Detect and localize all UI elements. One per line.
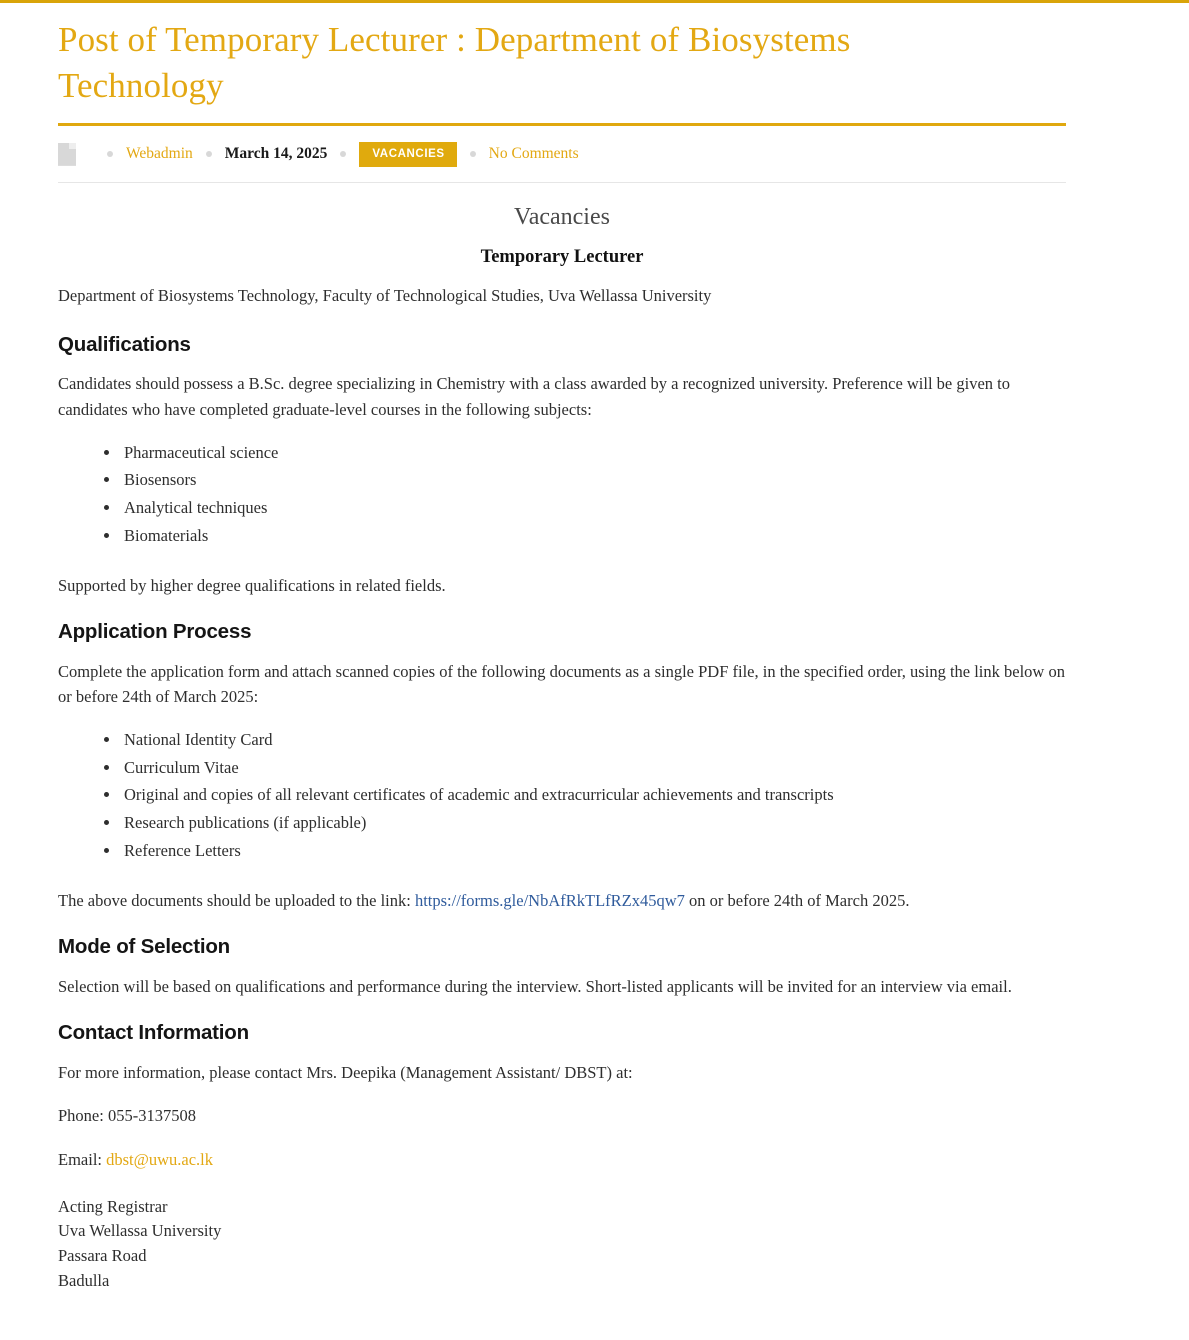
qualifications-heading: Qualifications: [58, 332, 191, 356]
signature-line: Acting Registrar: [58, 1196, 168, 1216]
application-documents-list: [58, 728, 1066, 864]
application-process-intro: Complete the application form and attach scanned copies of the following documents as a single PDF file, in the specified order, using the link below on or before 24th of March 2025:: [58, 661, 1065, 707]
email-label: Email:: [58, 1150, 107, 1170]
post-content: [0, 3, 1066, 1340]
contact-intro: For more information, please contact Mrs. Deepika (Management Assistant/ DBST) at:: [58, 1062, 633, 1082]
phone-value: 055-3137508: [107, 1106, 196, 1126]
list-item: • Curriculum Vitae: [121, 756, 1066, 781]
qualifications-subject-list: [58, 441, 1066, 549]
mode-of-selection-text: Selection will be based on qualifications and performance during the interview. Short-listed applicants will be invited for an interview via email.: [58, 976, 1012, 996]
application-process-heading: Application Process: [58, 620, 252, 644]
meta-separator-dot: [206, 151, 212, 157]
upload-link-line: [58, 888, 1066, 914]
contact-email-line: [58, 1147, 1066, 1173]
meta-divider: [58, 182, 1066, 183]
list-item: • Research publications (if applicable): [121, 811, 1066, 836]
list-item: • Reference Letters: [121, 839, 1066, 864]
entry-meta: [58, 126, 1066, 182]
position-heading: Temporary Lecturer: [480, 247, 644, 268]
comments-link[interactable]: No Comments: [488, 145, 579, 163]
upload-link-prefix: The above documents should be uploaded to the link:: [58, 890, 415, 910]
page-title: Post of Temporary Lecturer : Department of Biosystems Technology: [58, 20, 851, 106]
contact-information-heading: Contact Information: [58, 1021, 249, 1045]
upload-link-suffix: on or before 24th of March 2025.: [684, 890, 910, 910]
category-badge-vacancies[interactable]: VACANCIES: [359, 142, 456, 167]
post-body: [58, 203, 1066, 1339]
email-link[interactable]: dbst@uwu.ac.lk: [106, 1150, 213, 1170]
post-author-link[interactable]: Webadmin: [126, 145, 193, 163]
list-item: • Analytical techniques: [121, 496, 1066, 521]
document-icon: [58, 143, 76, 166]
bottom-spacer: [58, 1294, 1066, 1340]
list-item: • Biomaterials: [121, 524, 1066, 549]
signature-line: Badulla: [58, 1270, 110, 1290]
list-item: • National Identity Card: [121, 728, 1066, 753]
meta-separator-dot: [107, 151, 113, 157]
qualifications-intro: Candidates should possess a B.Sc. degree specializing in Chemistry with a class awarded by a recognized university. Preference will be given to candidates who have completed graduate-level courses in the following subjects:: [58, 374, 1010, 420]
department-line: Department of Biosystems Technology, Faculty of Technological Studies, Uva Wellassa University: [58, 286, 712, 306]
meta-separator-dot: [470, 151, 476, 157]
qualifications-note: Supported by higher degree qualifications in related fields.: [58, 575, 446, 595]
signature-line: Uva Wellassa University: [58, 1221, 222, 1241]
meta-separator-dot: [340, 151, 346, 157]
application-form-link[interactable]: https://forms.gle/NbAfRkTLfRZx45qw7: [414, 890, 685, 910]
vacancies-heading: Vacancies: [514, 204, 610, 231]
list-item: • Pharmaceutical science: [121, 441, 1066, 466]
list-item: • Original and copies of all relevant certificates of academic and extracurricular achievements and transcripts: [121, 783, 1066, 808]
mode-of-selection-heading: Mode of Selection: [58, 935, 231, 959]
signature-line: Passara Road: [58, 1246, 147, 1266]
phone-label: Phone:: [58, 1106, 108, 1126]
contact-phone-line: [58, 1103, 1066, 1129]
signature-block: [58, 1195, 1066, 1294]
post-date: March 14, 2025: [224, 145, 328, 163]
list-item: • Biosensors: [121, 468, 1066, 493]
